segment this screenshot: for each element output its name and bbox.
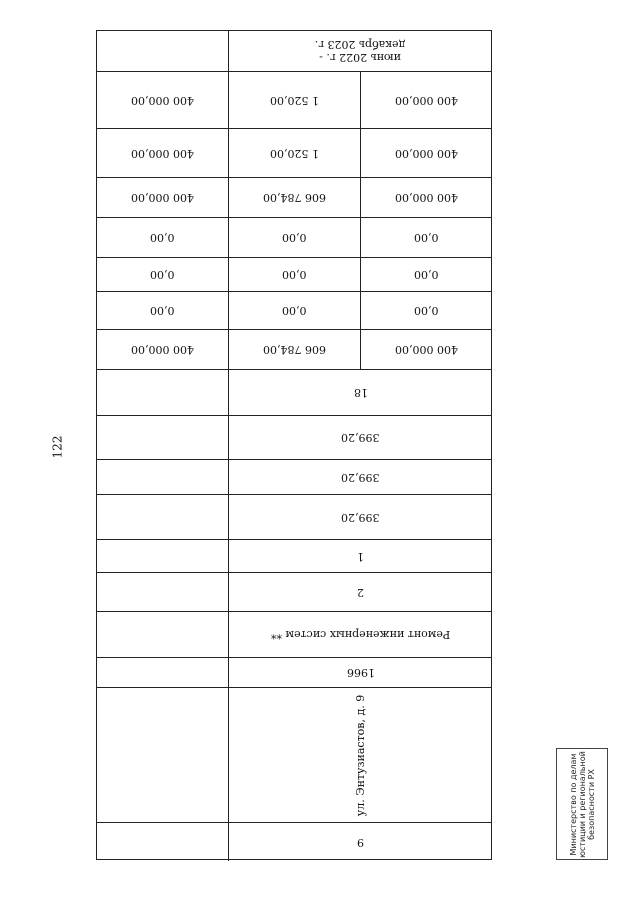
area-cell: 399,20 [228, 416, 492, 459]
amount-cell: 1 520,00 [228, 129, 360, 177]
amount-row-6 [97, 291, 491, 329]
address-cell: ул. Энтузиастов, д. 9 [228, 688, 492, 822]
amount-cell: 0,00 [150, 304, 175, 317]
amount-cell: 0,00 [150, 268, 175, 281]
data-table [96, 30, 492, 860]
amount-cell: 400 000,00 [360, 129, 492, 177]
area-cell: 399,20 [228, 495, 492, 539]
amount-cell: 400 000,00 [131, 191, 194, 204]
amount-row-3 [97, 177, 491, 217]
period-header: июнь 2022 г. - декабрь 2023 г. [314, 38, 406, 64]
number-row [97, 822, 491, 861]
amount-cell: 0,00 [360, 218, 492, 257]
amount-cell: 0,00 [360, 258, 492, 291]
area-row-b [97, 459, 491, 494]
amount-cell: 400 000,00 [131, 93, 194, 107]
amount-cell: 400 000,00 [131, 146, 194, 160]
amount-cell: 606 784,00 [228, 178, 360, 217]
amount-cell: 0,00 [228, 258, 360, 291]
address-row [97, 687, 491, 822]
amount-row-5 [97, 257, 491, 291]
amount-row-4 [97, 217, 491, 257]
amount-cell: 0,00 [150, 231, 175, 244]
amount-cell: 400 000,00 [360, 72, 492, 128]
value-cell: 2 [228, 573, 492, 611]
col-one-row [97, 539, 491, 572]
period-row [97, 31, 491, 71]
work-type-cell: Ремонт инженерных систем ** [228, 612, 492, 657]
col-two-row [97, 572, 491, 611]
area-row-a [97, 415, 491, 459]
area-row-c [97, 494, 491, 539]
amount-cell: 0,00 [228, 292, 360, 329]
row-number-cell: 9 [228, 823, 492, 861]
amount-cell: 400 000,00 [131, 343, 194, 356]
work-type-row [97, 611, 491, 657]
value-cell: 1 [228, 540, 492, 572]
amount-row-7 [97, 329, 491, 369]
amount-cell: 400 000,00 [360, 178, 492, 217]
count-row [97, 369, 491, 415]
amount-cell: 606 784,00 [228, 330, 360, 369]
year-row [97, 657, 491, 687]
official-stamp [556, 748, 608, 860]
amount-cell: 0,00 [228, 218, 360, 257]
page-number: 122 [50, 435, 65, 459]
amount-cell: 0,00 [360, 292, 492, 329]
count-cell: 18 [228, 370, 492, 415]
amount-row-2 [97, 128, 491, 177]
stamp-text: Министерство по делам юстиции и региональной безопасности РХ [568, 750, 596, 858]
amount-cell: 1 520,00 [228, 72, 360, 128]
area-cell: 399,20 [228, 460, 492, 494]
amount-cell: 400 000,00 [360, 330, 492, 369]
amount-row-1 [97, 71, 491, 128]
year-cell: 1966 [228, 658, 492, 687]
